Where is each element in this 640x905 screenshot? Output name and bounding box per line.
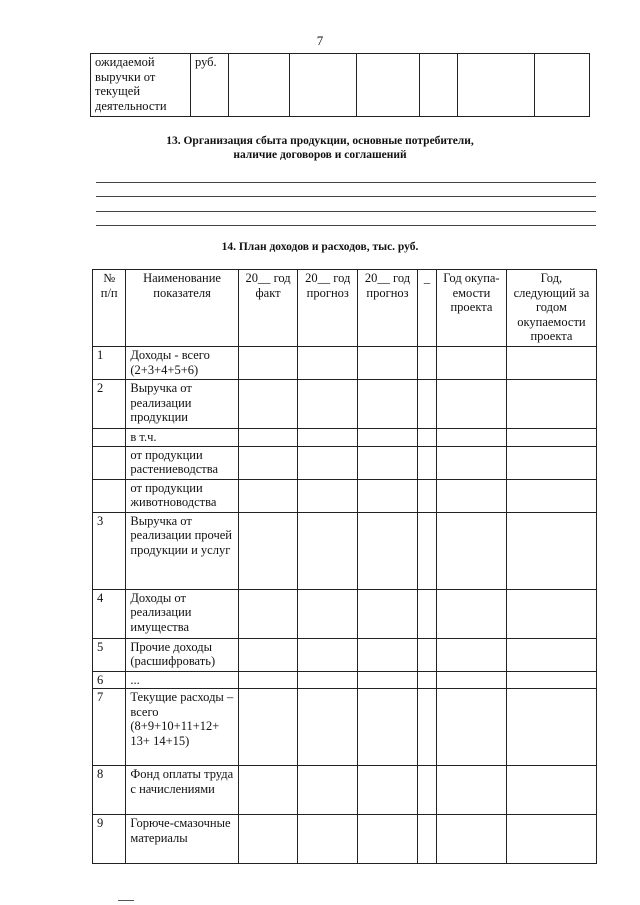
row-name: Выручка от реализации прочей продукции и услуг <box>126 512 238 589</box>
header-col3: 20__ год прогноз <box>358 270 418 347</box>
table-row <box>93 347 597 380</box>
table-row <box>93 380 597 429</box>
row-num: 8 <box>93 766 126 815</box>
table-row <box>91 54 590 117</box>
header-num: № п/п <box>93 270 126 347</box>
table-row <box>93 671 597 689</box>
table-row <box>93 638 597 671</box>
row-num: 1 <box>93 347 126 380</box>
table-row <box>93 429 597 447</box>
row-name: Прочие доходы (расшифровать) <box>126 638 238 671</box>
fill-line <box>96 211 596 212</box>
section-13-title-line1: 13. Организация сбыта продукции, основные потребители, <box>166 135 474 147</box>
table-row <box>93 512 597 589</box>
section-13-title-line2: наличие договоров и соглашений <box>233 149 407 161</box>
row-name: Доходы от реализации имущества <box>126 589 238 638</box>
row-name: Доходы - всего (2+3+4+5+6) <box>126 347 238 380</box>
header-col2: 20__ год прогноз <box>298 270 358 347</box>
table-row <box>93 479 597 512</box>
table-row <box>93 446 597 479</box>
table-cell <box>419 54 457 117</box>
table-cell <box>535 54 590 117</box>
row-num <box>93 479 126 512</box>
row-num: 7 <box>93 689 126 766</box>
row-unit: руб. <box>191 54 229 117</box>
header-col4: _ <box>417 270 436 347</box>
row-label: ожидаемой выручки от текущей деятельности <box>91 54 191 117</box>
table-cell <box>229 54 290 117</box>
row-num: 2 <box>93 380 126 429</box>
header-name: Наименование показателя <box>126 270 238 347</box>
table-row <box>93 815 597 864</box>
table-cell <box>356 54 419 117</box>
fill-line <box>96 182 596 183</box>
row-num <box>93 446 126 479</box>
row-num: 9 <box>93 815 126 864</box>
row-name: Выручка от реализации продукции <box>126 380 238 429</box>
row-num: 4 <box>93 589 126 638</box>
row-num: 6 <box>93 671 126 689</box>
header-col1: 20__ год факт <box>238 270 298 347</box>
row-num: 3 <box>93 512 126 589</box>
row-name: Текущие расходы – всего (8+9+10+11+12+ 13+ 14+15) <box>126 689 238 766</box>
row-name: от продукции животноводства <box>126 479 238 512</box>
table-row <box>93 589 597 638</box>
table-cell <box>457 54 534 117</box>
fill-line <box>96 196 596 197</box>
row-num: 5 <box>93 638 126 671</box>
table-row <box>93 689 597 766</box>
header-col6: Год, следующий за годом окупаемости проекта <box>506 270 596 347</box>
row-name: Горюче-смазочные материалы <box>126 815 238 864</box>
header-col5: Год окупа-емости проекта <box>437 270 507 347</box>
section-14-title: 14. План доходов и расходов, тыс. руб. <box>221 241 419 253</box>
row-name: от продукции растениеводства <box>126 446 238 479</box>
scan-mark <box>118 900 134 901</box>
row-name: в т.ч. <box>126 429 238 447</box>
row-name: Фонд оплаты труда с начислениями <box>126 766 238 815</box>
table-cell <box>289 54 356 117</box>
row-name: ... <box>126 671 238 689</box>
page-number: 7 <box>316 33 324 48</box>
row-num <box>93 429 126 447</box>
header-row <box>93 270 597 347</box>
income-expense-table <box>92 269 597 864</box>
continued-table <box>90 53 590 117</box>
table-row <box>93 766 597 815</box>
fill-line <box>96 225 596 226</box>
